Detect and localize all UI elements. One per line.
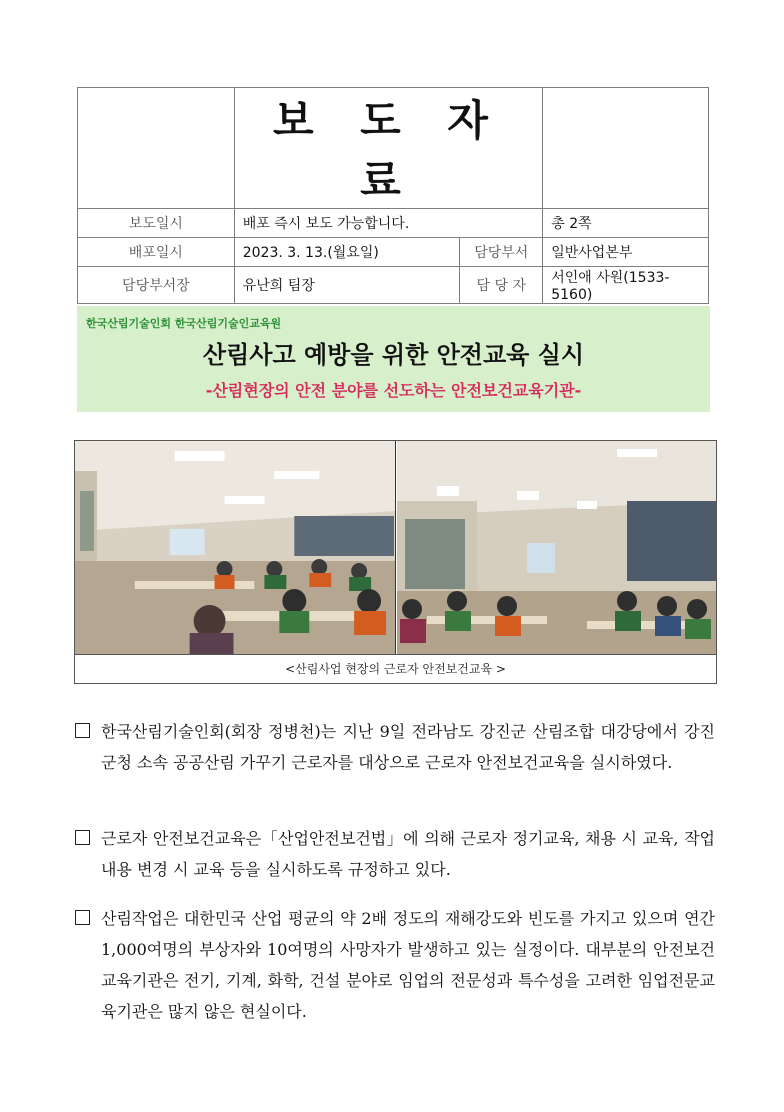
- body-paragraph-2: [75, 823, 715, 885]
- contact-person-label: 담 당 자: [460, 267, 543, 304]
- header-blank-right: [543, 88, 709, 209]
- paragraph-text: 근로자 안전보건교육은「산업안전보건법」에 의해 근로자 정기교육, 채용 시 교육, 작업내용 변경 시 교육 등을 실시하도록 규정하고 있다.: [101, 829, 715, 879]
- organization-names: 한국산림기술인회 한국산림기술인교육원: [86, 317, 282, 330]
- body-paragraph-3: [75, 903, 715, 1027]
- headline: 산림사고 예방을 위한 안전교육 실시: [202, 341, 585, 369]
- header-blank-left: [78, 88, 235, 209]
- contact-person-value: 서인애 사원(1533-5160): [543, 267, 709, 304]
- headline-banner: [77, 306, 710, 412]
- photo-caption: <산림사업 현장의 근로자 안전보건교육 >: [75, 654, 716, 683]
- release-date-value: 배포 즉시 보도 가능합니다.: [234, 209, 543, 238]
- document-title: 보 도 자 료: [234, 88, 543, 209]
- paragraph-text: 한국산림기술인회(회장 정병천)는 지난 9일 전라남도 강진군 산림조합 대강당에서 강진군청 소속 공공산림 가꾸기 근로자를 대상으로 근로자 안전보건교육을 실시하였다.: [101, 722, 715, 772]
- page-count: 총 2쪽: [543, 209, 709, 238]
- department-label: 담당부서: [460, 238, 543, 267]
- classroom-photo-right: [397, 441, 716, 654]
- distribution-date-label: 배포일시: [78, 238, 235, 267]
- distribution-date-value: 2023. 3. 13.(월요일): [234, 238, 460, 267]
- paragraph-text: 산림작업은 대한민국 산업 평균의 약 2배 정도의 재해강도와 빈도를 가지고 있으며 연간 1,000여명의 부상자와 10여명의 사망자가 발생하고 있는 실정이다. 대부분의 안전보건교육기관은 전기, 기계, 화학, 건설 분야로 임업의 전문성과 특수성을 고려한 임업전문교육기관은 많지 않은 현실이다.: [101, 909, 715, 1021]
- release-date-label: 보도일시: [78, 209, 235, 238]
- checkbox-bullet-icon: [75, 830, 90, 845]
- checkbox-bullet-icon: [75, 910, 90, 925]
- department-head-label: 담당부서장: [78, 267, 235, 304]
- body-paragraph-1: [75, 716, 715, 778]
- department-value: 일반사업본부: [543, 238, 709, 267]
- subheadline: -산림현장의 안전 분야를 선도하는 안전보건교육기관-: [205, 381, 582, 400]
- photo-figure: [74, 440, 717, 684]
- department-head-value: 유난희 팀장: [234, 267, 460, 304]
- checkbox-bullet-icon: [75, 723, 90, 738]
- classroom-photo-left: [75, 441, 396, 654]
- press-release-header-table: [77, 87, 709, 304]
